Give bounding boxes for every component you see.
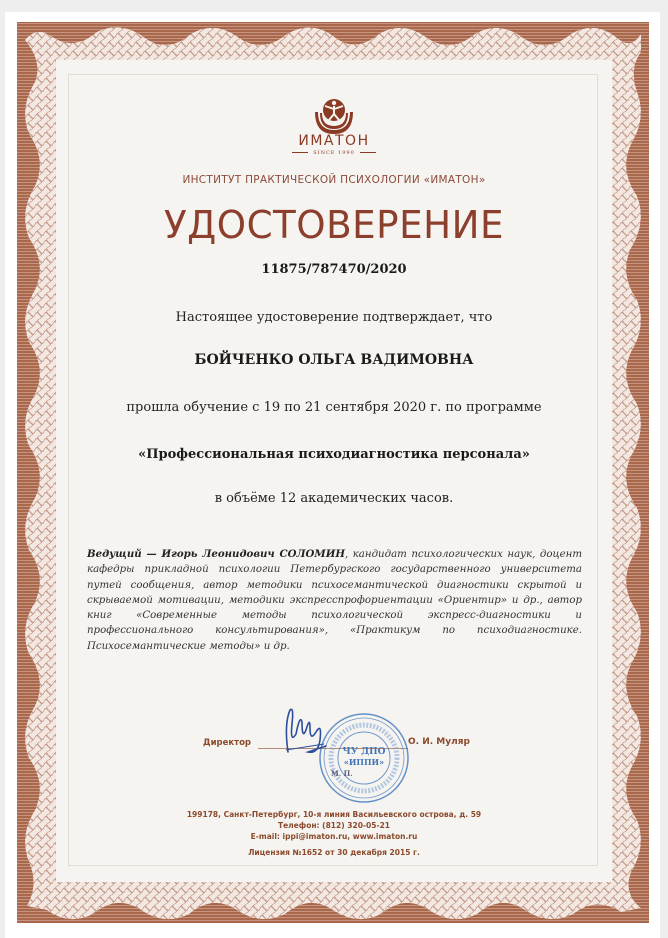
- instructor-bio: [87, 547, 582, 654]
- stamp-mp: М. П.: [331, 769, 353, 778]
- divider: [292, 152, 308, 153]
- since-text: SINCE 1990: [313, 150, 355, 156]
- instructor-description: , кандидат психологических наук, доцент кафедры прикладной психологии Петербургского государственного университета путей сообщения, автор методики психосемантической диагностики скрытой и скрываемой мотивации, методики экспресспрофориентации «Ориентир» и др., автор книг «Современные методы психологической экспресс-диагностики и профессионального консультирования», «Практикум по психодиагностике. Психосемантические методы» и др.: [87, 549, 582, 652]
- official-stamp-icon: [318, 712, 410, 804]
- director-label: Директор: [203, 738, 251, 748]
- stamp-org: ЧУ ДПО: [342, 747, 386, 757]
- divider: [360, 152, 376, 153]
- footer-phone: Телефон: (812) 320-05-21: [277, 821, 391, 830]
- training-period: прошла обучение с 19 по 21 сентября 2020 г. по программе: [126, 400, 542, 415]
- footer-address: 199178, Санкт-Петербург, 10-я линия Васильевского острова, д. 59: [186, 810, 482, 819]
- signature-icon: [278, 704, 328, 759]
- certificate-title: УДОСТОВЕРЕНИЕ: [164, 203, 504, 247]
- vitruvian-man-logo-icon: [310, 96, 358, 134]
- director-name: О. И. Муляр: [408, 737, 470, 747]
- certificate-number: 11875/787470/2020: [261, 262, 407, 277]
- brand-name: ИМАТОН: [298, 133, 370, 149]
- brand-since: [0, 150, 668, 156]
- recipient-name: БОЙЧЕНКО ОЛЬГА ВАДИМОВНА: [194, 352, 474, 368]
- program-name: «Профессиональная психодиагностика персонала»: [138, 447, 530, 462]
- instructor-label: Ведущий — Игорь Леонидович СОЛОМИН: [87, 548, 345, 560]
- svg-text:«ИППИ»: «ИППИ»: [343, 757, 385, 767]
- footer-contacts: E-mail: ippi@imaton.ru, www.imaton.ru: [250, 832, 418, 841]
- institute-name: ИНСТИТУТ ПРАКТИЧЕСКОЙ ПСИХОЛОГИИ «ИМАТОН»: [182, 174, 486, 186]
- confirms-text: Настоящее удостоверение подтверждает, что: [175, 310, 493, 325]
- footer-license: Лицензия №1652 от 30 декабря 2015 г.: [248, 848, 420, 857]
- training-hours: в объёме 12 академических часов.: [214, 491, 454, 506]
